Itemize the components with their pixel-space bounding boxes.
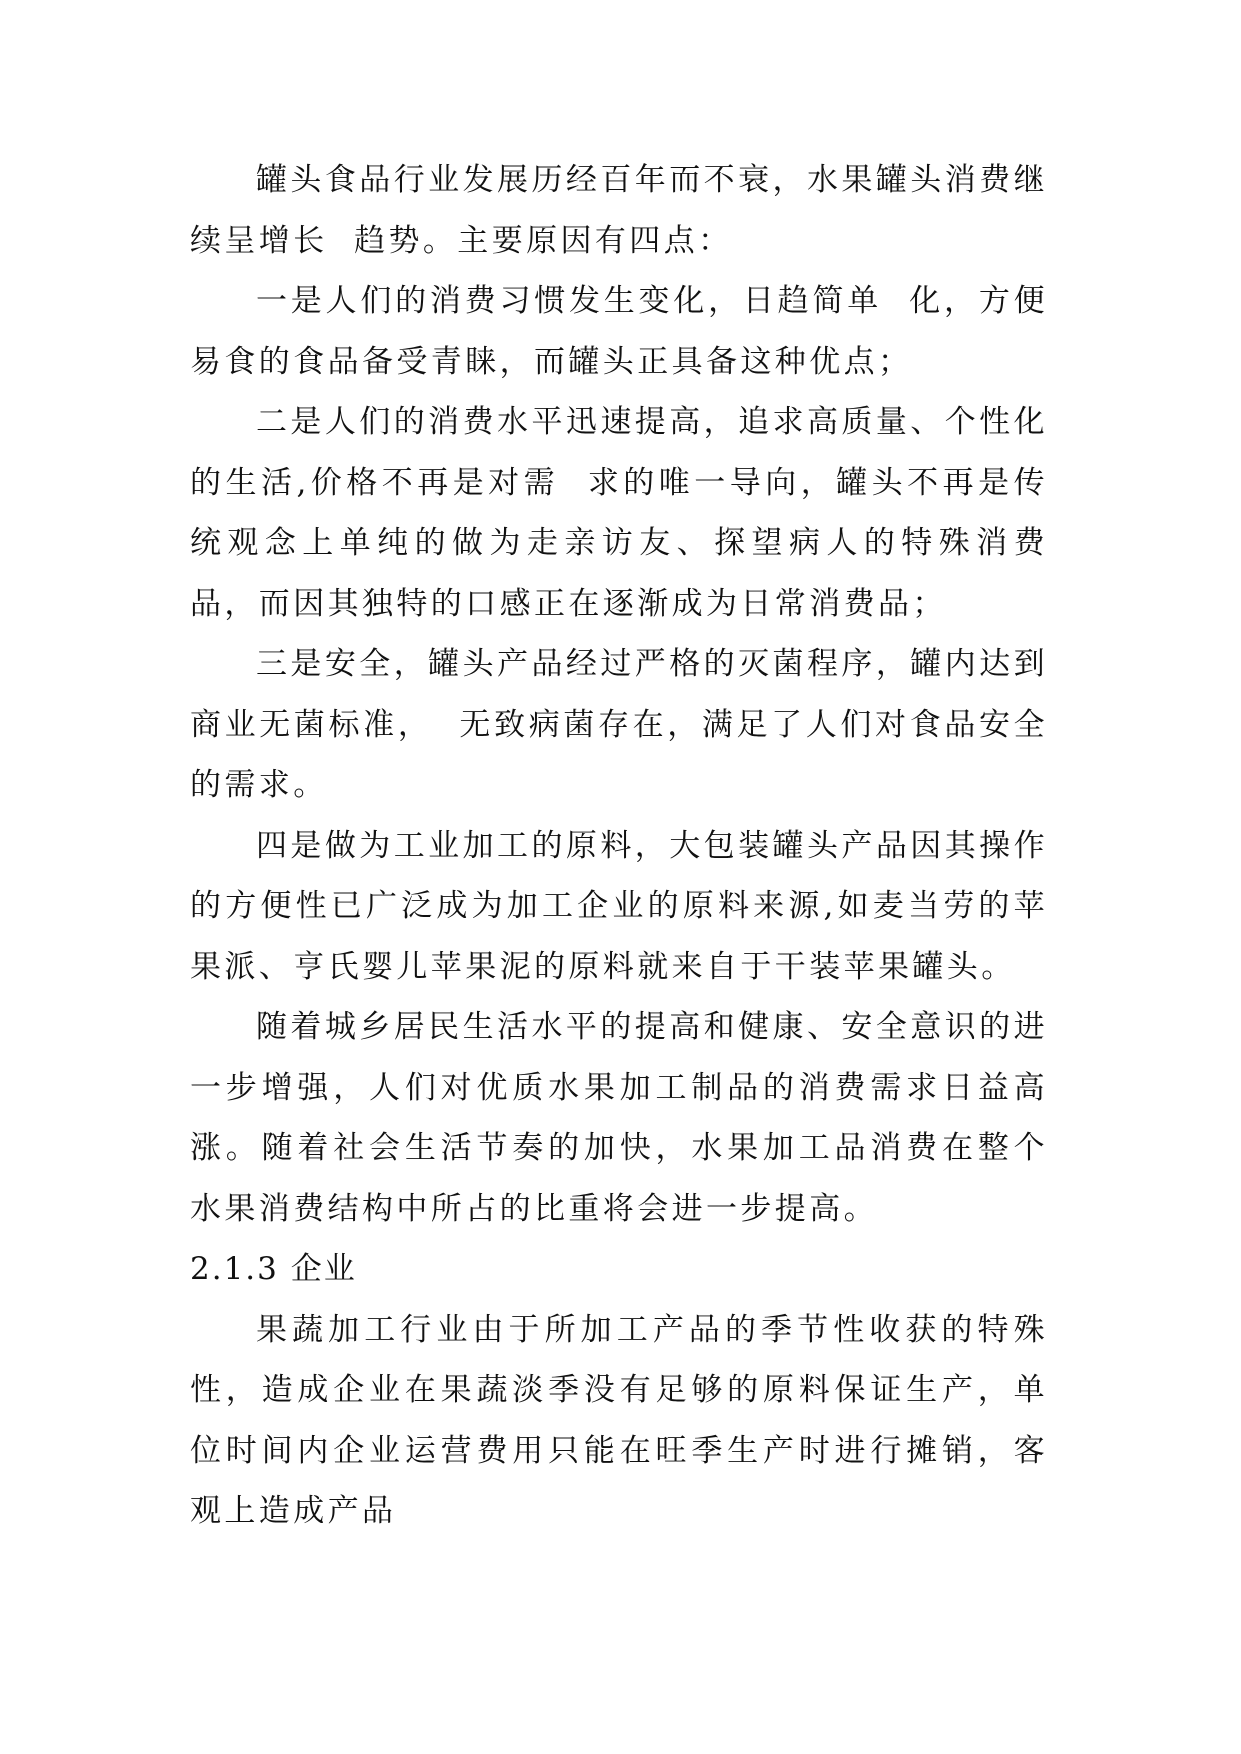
paragraph-trend: 罐头食品行业发展历经百年而不衰，水果罐头消费继续呈增长 趋势。主要原因有四点： — [190, 162, 1048, 259]
paragraph-reason-four: 四是做为工业加工的原料，大包装罐头产品因其操作的方便性已广泛成为加工企业的原料来源,如麦当劳的苹果派、亨氏婴儿苹果泥的原料就来自于干装苹果罐头。 — [190, 827, 1048, 985]
document-body — [190, 150, 1048, 1542]
paragraph-reason-one: 一是人们的消费习惯发生变化，日趋简单 化，方便易食的食品备受青睐，而罐头正具备这种优点； — [190, 283, 1048, 380]
paragraph-reason-two: 二是人们的消费水平迅速提高，追求高质量、个性化的生活,价格不再是对需 求的唯一导向，罐头不再是传统观念上单纯的做为走亲访友、探望病人的特殊消费品，而因其独特的口感正在逐渐成为日常消费品； — [190, 404, 1048, 622]
paragraph-outlook: 随着城乡居民生活水平的提高和健康、安全意识的进一步增强，人们对优质水果加工制品的消费需求日益高涨。随着社会生活节奏的加快，水果加工品消费在整个水果消费结构中所占的比重将会进一步提高。 — [190, 1009, 1048, 1227]
paragraph-reason-three: 三是安全，罐头产品经过严格的灭菌程序，罐内达到商业无菌标准， 无致病菌存在，满足了人们对食品安全的需求。 — [190, 646, 1048, 803]
section-heading: 2.1.3 企业 — [190, 1251, 357, 1287]
paragraph-enterprise: 果蔬加工行业由于所加工产品的季节性收获的特殊性，造成企业在果蔬淡季没有足够的原料保证生产，单位时间内企业运营费用只能在旺季生产时进行摊销，客观上造成产品 — [190, 1311, 1048, 1529]
